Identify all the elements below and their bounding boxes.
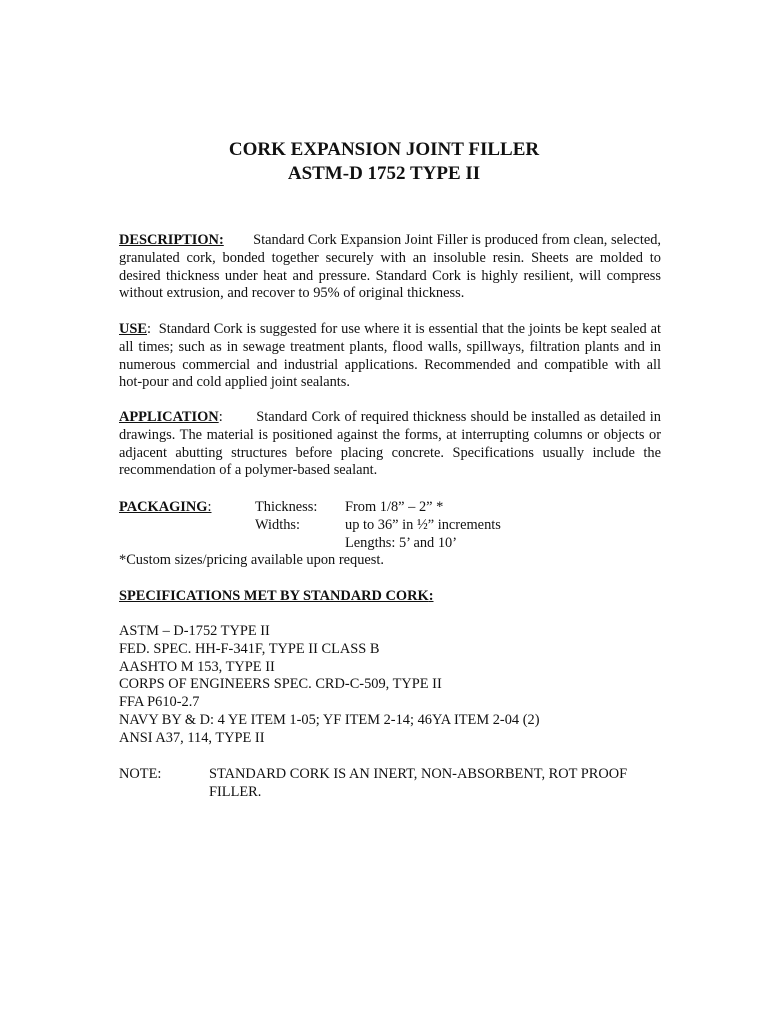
thickness-label: Thickness: [255, 499, 318, 515]
packaging-label: PACKAGING [119, 499, 208, 515]
application-label: APPLICATION [119, 409, 219, 425]
spec-item: ASTM – D-1752 TYPE II [119, 623, 270, 639]
document-title: CORK EXPANSION JOINT FILLER [228, 139, 540, 160]
note-text: STANDARD CORK IS AN INERT, NON-ABSORBENT, ROT PROOF FILLER. [209, 766, 628, 800]
use-sep: : [147, 321, 151, 337]
thickness-value: From 1/8” – 2” * [345, 499, 444, 515]
description-text: Standard Cork Expansion Joint Filler is produced from clean, selected, granulated cork, bonded together securely with an insoluble resin. Sheets are molded to desired thickness under heat and pressure. Standard Cork is highly resilient, will compress without extrusion, and recover to 95% of original thickness. [119, 232, 661, 302]
packaging-sep: : [207, 499, 212, 515]
specifications-list [119, 623, 540, 748]
use-text: Standard Cork is suggested for use where it is essential that the joints be kept sealed at all times; such as in sewage treatment plants, flood walls, spillways, filtration plants and in numerous commercial and industrial applications. Recommended and compatible with all hot-pour and cold applied joint sealants. [119, 321, 661, 391]
description-label: DESCRIPTION: [119, 232, 224, 248]
spec-item: CORPS OF ENGINEERS SPEC. CRD-C-509, TYPE II [119, 676, 442, 693]
specifications-heading-row [119, 588, 434, 606]
spec-item: NAVY BY & D: 4 YE ITEM 1-05; YF ITEM 2-14; 46YA ITEM 2-04 (2) [119, 711, 540, 728]
application-text: Standard Cork of required thickness should be installed as detailed in drawings. The material is positioned against the forms, at interrupting columns or objects or adjacent abutting structures before placing concrete. Specifications usually include the recommendation of a polymer-based sealant. [119, 409, 661, 479]
use-paragraph [119, 321, 661, 392]
widths-value: up to 36” in ½” increments [345, 517, 501, 533]
specifications-heading-sep: : [428, 588, 434, 604]
use-label: USE [119, 321, 147, 337]
custom-sizes-note: *Custom sizes/pricing available upon request. [119, 552, 384, 568]
widths-label: Widths: [255, 517, 300, 533]
spec-item: ANSI A37, 114, TYPE II [119, 729, 265, 746]
application-sep: : [218, 409, 223, 425]
spec-item: FFA P610-2.7 [119, 694, 200, 711]
spec-item: FED. SPEC. HH-F-341F, TYPE II CLASS B [119, 640, 380, 657]
lengths-text: Lengths: 5’ and 10’ [345, 535, 458, 551]
note-label: NOTE: [119, 766, 162, 782]
application-paragraph [119, 409, 661, 480]
document-subtitle: ASTM-D 1752 TYPE II [287, 163, 481, 184]
specifications-heading: SPECIFICATIONS MET BY STANDARD CORK [119, 588, 429, 604]
packaging-label-row [119, 499, 211, 517]
spec-item: AASHTO M 153, TYPE II [119, 658, 275, 675]
description-paragraph [119, 232, 661, 303]
